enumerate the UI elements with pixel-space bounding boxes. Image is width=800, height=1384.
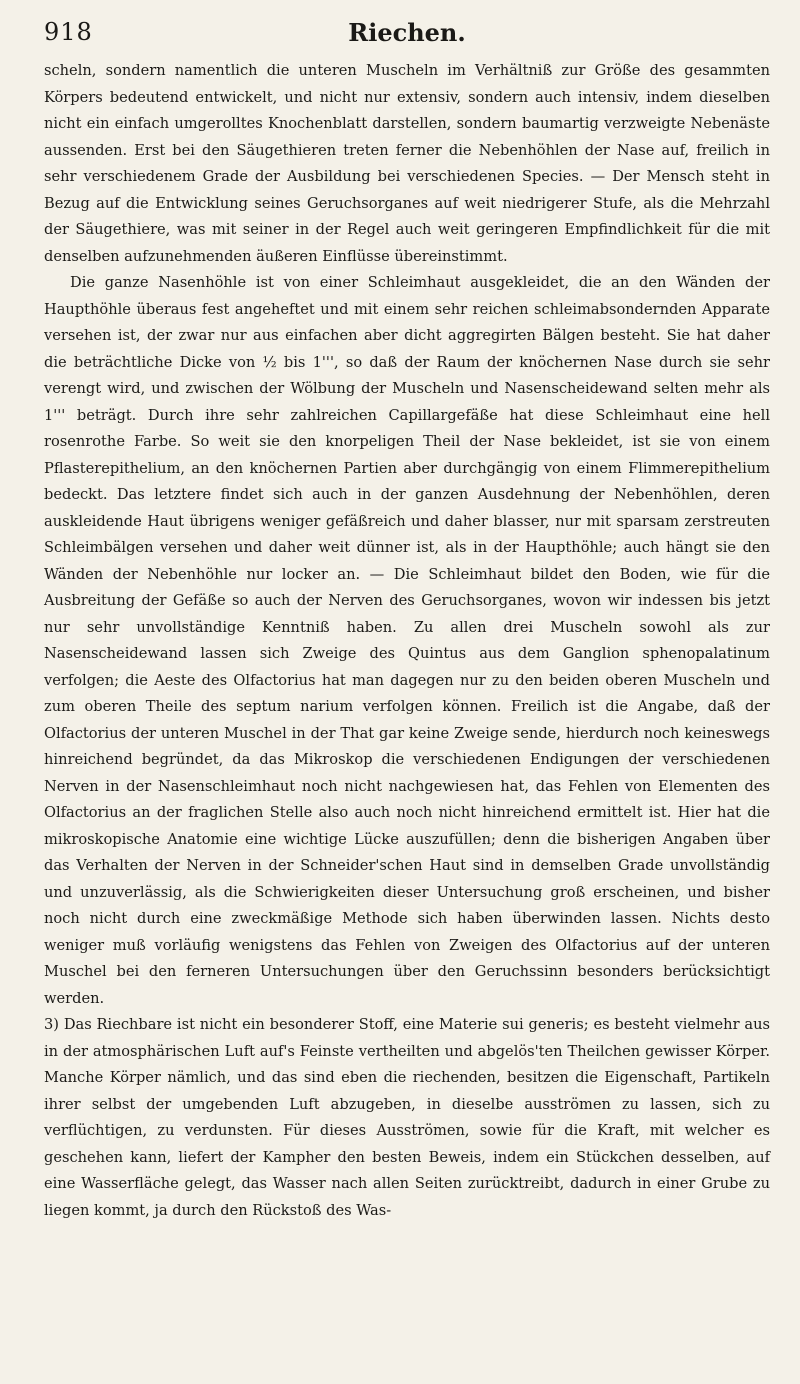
- page-header: [44, 18, 770, 52]
- page-number: 918: [44, 18, 93, 46]
- body-text: [44, 58, 770, 1224]
- paragraph-3: 3) Das Riechbare ist nicht ein besonderer Stoff, eine Materie sui generis; es besteht vielmehr aus in der atmosphärischen Luft auf's Feinste vertheilten und abgelös'ten Theilchen gewisser Körper. Manche Körper nämlich, und das sind eben die riechenden, besitzen die Eigenschaft, Partikeln ihrer selbst der umgebenden Luft abzugeben, in dieselbe ausströmen zu lassen, sich zu verflüchtigen, zu verdunsten. Für dieses Ausströmen, sowie für die Kraft, mit welcher es geschehen kann, liefert der Kampher den besten Beweis, indem ein Stückchen desselben, auf eine Wasserfläche gelegt, das Wasser nach allen Seiten zurücktreibt, dadurch in einer Grube zu liegen kommt, ja durch den Rückstoß des Was-: [44, 1016, 770, 1219]
- paragraph-1: scheln, sondern namentlich die unteren Muscheln im Verhältniß zur Größe des gesammten Körpers bedeutend entwickelt, und nicht nur extensiv, sondern auch intensiv, indem dieselben nicht ein einfach umgerolltes Knochenblatt darstellen, sondern baumartig verzweigte Nebenäste aussenden. Erst bei den Säugethieren treten ferner die Nebenhöhlen der Nase auf, freilich in sehr verschiedenem Grade der Ausbildung bei verschiedenen Species. — Der Mensch steht in Bezug auf die Entwicklung seines Geruchsorganes auf weit niedrigerer Stufe, als die Mehrzahl der Säugethiere, was mit seiner in der Regel auch weit geringeren Empfindlichkeit für die mit denselben aufzunehmenden äußeren Einflüsse übereinstimmt.: [44, 62, 770, 265]
- running-head: Riechen.: [348, 18, 466, 47]
- paragraph-2: Die ganze Nasenhöhle ist von einer Schleimhaut ausgekleidet, die an den Wänden der Haupthöhle überaus fest angeheftet und mit einem sehr reichen schleimabsondernden Apparate versehen ist, der zwar nur aus einfachen aber dicht aggregirten Bälgen besteht. Sie hat daher die beträchtliche Dicke von ½ bis 1''', so daß der Raum der knöchernen Nase durch sie sehr verengt wird, und zwischen der Wölbung der Muscheln und Nasenscheidewand selten mehr als 1''' beträgt. Durch ihre sehr zahlreichen Capillargefäße hat diese Schleimhaut eine hell rosenrothe Farbe. So weit sie den knorpeligen Theil der Nase bekleidet, ist sie von einem Pflasterepithelium, an den knöchernen Partien aber durchgängig von einem Flimmerepithelium bedeckt. Das letztere findet sich auch in der ganzen Ausdehnung der Nebenhöhlen, deren auskleidende Haut übrigens weniger gefäßreich und daher blasser, nur mit sparsam zerstreuten Schleimbälgen versehen und daher weit dünner ist, als in der Haupthöhle; auch hängt sie den Wänden der Nebenhöhle nur locker an. — Die Schleimhaut bildet den Boden, wie für die Ausbreitung der Gefäße so auch der Nerven des Geruchsorganes, wovon wir indessen bis jetzt nur sehr unvollständige Kenntniß haben. Zu allen drei Muscheln sowohl als zur Nasenscheidewand lassen sich Zweige des Quintus aus dem Ganglion sphenopalatinum verfolgen; die Aeste des Olfactorius hat man dagegen nur zu den beiden oberen Muscheln und zum oberen Theile des septum narium verfolgen können. Freilich ist die Angabe, daß der Olfactorius der unteren Muschel in der That gar keine Zweige sende, hierdurch noch keineswegs hinreichend begründet, da das Mikroskop die verschiedenen Endigungen der verschiedenen Nerven in der Nasenschleimhaut noch nicht nachgewiesen hat, das Fehlen von Elementen des Olfactorius an der fraglichen Stelle also auch noch nicht hinreichend ermittelt ist. Hier hat die mikroskopische Anatomie eine wichtige Lücke auszufüllen; denn die bisherigen Angaben über das Verhalten der Nerven in der Schneider'schen Haut sind in demselben Grade unvollständig und unzuverlässig, als die Schwierigkeiten dieser Untersuchung groß erscheinen, und bisher noch nicht durch eine zweckmäßige Methode sich haben überwinden lassen. Nichts desto weniger muß vorläufig wenigstens das Fehlen von Zweigen des Olfactorius auf der unteren Muschel bei den ferneren Untersuchungen über den Geruchssinn besonders berücksichtigt werden.: [44, 274, 770, 1007]
